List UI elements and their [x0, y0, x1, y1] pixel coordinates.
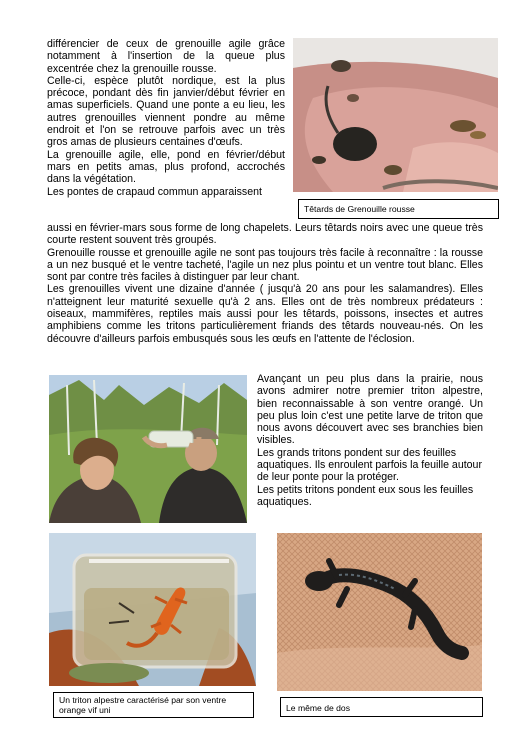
paragraph: Grenouille rousse et grenouille agile ne sont pas toujours très facile à reconnaître : la rousse a un nez busqué et le ventre tacheté, l'agile un nez plus pointu et un ventre tout blanc. Elles sont par contre très faciles à distinguer par leur chant.	[47, 246, 483, 284]
paragraph: Avançant un peu plus dans la prairie, nous avons admirer notre premier triton alpestre, bien reconnaissable à son ventre orangé. Un peu plus loin c'est une petite larve de triton que nous avons découvert avec ses branchies bien visibles.	[257, 373, 483, 447]
tadpoles-photo	[293, 38, 498, 192]
text-block-right	[257, 373, 483, 508]
paragraph: Les grenouilles vivent une dizaine d'année ( jusqu'à 20 ans pour les salamandres). Elles n'atteignent leur maturité sexuelle qu'à 2 ans. Elles ont de très nombreux prédateurs : oiseaux, mammifères, reptiles mais aussi pour les têtards, poissons, insectes et autres amphibiens comme les tritons particulièrement friands des têtards nouveau-nés. On les découvre d'ailleurs parfois embusqués sous les œufs en l'attente de l'éclosion.	[47, 283, 483, 345]
paragraph: Celle-ci, espèce plutôt nordique, est la plus précoce, pondant dès fin janvier/début février en amas superficiels. Quand une ponte a eu lieu, les autres grenouilles viennent pondre au même endroit et l'on se retrouve parfois avec un très gros amas de plusieurs centaines d'œufs.	[47, 74, 285, 149]
text-block-middle	[47, 222, 483, 345]
paragraph: La grenouille agile, elle, pond en février/début mars en petits amas, plus profond, accrochés dans la végétation.	[47, 148, 285, 186]
paragraph: différencier de ceux de grenouille agile grâce notamment à l'insertion de la queue plus excentrée chez la grenouille rousse.	[47, 38, 285, 75]
people-photo	[49, 375, 247, 523]
newt-back-photo	[277, 533, 482, 691]
tadpoles-caption: Têtards de Grenouille rousse	[298, 199, 499, 219]
paragraph: Les petits tritons pondent eux sous les feuilles aquatiques.	[257, 483, 474, 508]
triton-front-caption: Un triton alpestre caractérisé par son ventre orange vif uni	[53, 692, 254, 718]
text-block-top	[47, 38, 285, 198]
paragraph: Les grands tritons pondent sur des feuilles aquatiques. Ils enroulent parfois la feuille autour de leur ponte pour la protéger.	[257, 446, 482, 484]
newt-jar-photo	[49, 533, 256, 686]
paragraph: Les pontes de crapaud commun apparaissent	[47, 185, 262, 198]
triton-back-caption: Le même de dos	[280, 697, 483, 717]
paragraph: aussi en février-mars sous forme de long chapelets. Leurs têtards noirs avec une queue très courte restent souvent très groupés.	[47, 222, 483, 247]
